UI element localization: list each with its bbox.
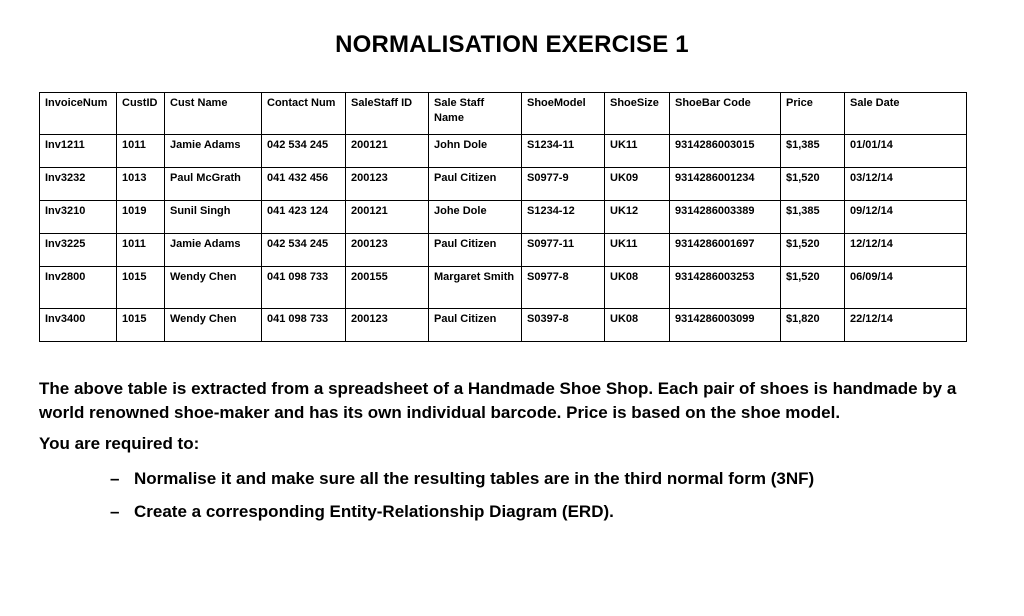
cell-sale-staff-name: Paul Citizen [429, 309, 522, 342]
cell-shoebar-code: 9314286003015 [670, 135, 781, 168]
cell-cust-name: Jamie Adams [165, 135, 262, 168]
cell-cust-name: Paul McGrath [165, 168, 262, 201]
cell-sale-date: 22/12/14 [845, 309, 967, 342]
task-item [110, 467, 814, 491]
cell-invoicenum: Inv2800 [40, 267, 117, 309]
cell-custid: 1011 [117, 234, 165, 267]
cell-contact-num: 041 432 456 [262, 168, 346, 201]
cell-invoicenum: Inv3232 [40, 168, 117, 201]
cell-sale-date: 03/12/14 [845, 168, 967, 201]
cell-price: $1,385 [781, 201, 845, 234]
header-price: Price [781, 93, 845, 135]
cell-shoesize: UK09 [605, 168, 670, 201]
table-row [40, 309, 967, 342]
header-custid: CustID [117, 93, 165, 135]
page-title: NORMALISATION EXERCISE 1 [335, 31, 689, 58]
cell-cust-name: Sunil Singh [165, 201, 262, 234]
task-item [110, 500, 614, 524]
cell-custid: 1019 [117, 201, 165, 234]
table-row [40, 267, 967, 309]
cell-shoebar-code: 9314286001234 [670, 168, 781, 201]
cell-price: $1,520 [781, 168, 845, 201]
cell-cust-name: Wendy Chen [165, 309, 262, 342]
header-sale-staff-name: Sale Staff Name [429, 93, 522, 135]
cell-contact-num: 042 534 245 [262, 234, 346, 267]
cell-sale-staff-name: Paul Citizen [429, 168, 522, 201]
cell-shoemodel: S0977-11 [522, 234, 605, 267]
sales-table [39, 92, 967, 342]
table-row [40, 234, 967, 267]
cell-sale-date: 09/12/14 [845, 201, 967, 234]
header-shoemodel: ShoeModel [522, 93, 605, 135]
cell-shoebar-code: 9314286001697 [670, 234, 781, 267]
cell-shoesize: UK12 [605, 201, 670, 234]
header-shoebar-code: ShoeBar Code [670, 93, 781, 135]
cell-shoemodel: S1234-12 [522, 201, 605, 234]
cell-shoesize: UK11 [605, 135, 670, 168]
task-text: Normalise it and make sure all the resulting tables are in the third normal form (3NF) [134, 469, 815, 488]
cell-sale-date: 06/09/14 [845, 267, 967, 309]
cell-shoebar-code: 9314286003389 [670, 201, 781, 234]
cell-price: $1,385 [781, 135, 845, 168]
cell-shoesize: UK11 [605, 234, 670, 267]
cell-sale-staff-name: Margaret Smith [429, 267, 522, 309]
cell-shoebar-code: 9314286003099 [670, 309, 781, 342]
cell-shoemodel: S0977-8 [522, 267, 605, 309]
dash-icon: – [110, 469, 120, 488]
header-contact-num: Contact Num [262, 93, 346, 135]
cell-custid: 1015 [117, 309, 165, 342]
cell-sale-date: 12/12/14 [845, 234, 967, 267]
table-row [40, 135, 967, 168]
cell-custid: 1015 [117, 267, 165, 309]
cell-salestaff-id: 200123 [346, 168, 429, 201]
cell-shoesize: UK08 [605, 267, 670, 309]
cell-sale-staff-name: Johe Dole [429, 201, 522, 234]
cell-cust-name: Jamie Adams [165, 234, 262, 267]
cell-shoemodel: S1234-11 [522, 135, 605, 168]
table-row [40, 201, 967, 234]
cell-sale-staff-name: John Dole [429, 135, 522, 168]
cell-shoebar-code: 9314286003253 [670, 267, 781, 309]
cell-salestaff-id: 200155 [346, 267, 429, 309]
cell-shoemodel: S0397-8 [522, 309, 605, 342]
header-invoicenum: InvoiceNum [40, 93, 117, 135]
cell-salestaff-id: 200123 [346, 309, 429, 342]
cell-invoicenum: Inv3225 [40, 234, 117, 267]
cell-invoicenum: Inv3210 [40, 201, 117, 234]
cell-cust-name: Wendy Chen [165, 267, 262, 309]
header-shoesize: ShoeSize [605, 93, 670, 135]
cell-custid: 1013 [117, 168, 165, 201]
cell-contact-num: 041 098 733 [262, 267, 346, 309]
cell-price: $1,520 [781, 234, 845, 267]
dash-icon: – [110, 502, 120, 521]
header-salestaff-id: SaleStaff ID [346, 93, 429, 135]
requirement-intro: You are required to: [39, 434, 200, 453]
cell-invoicenum: Inv1211 [40, 135, 117, 168]
cell-sale-staff-name: Paul Citizen [429, 234, 522, 267]
cell-shoemodel: S0977-9 [522, 168, 605, 201]
header-sale-date: Sale Date [845, 93, 967, 135]
task-text: Create a corresponding Entity-Relationship Diagram (ERD). [134, 502, 614, 521]
cell-custid: 1011 [117, 135, 165, 168]
cell-shoesize: UK08 [605, 309, 670, 342]
cell-contact-num: 041 098 733 [262, 309, 346, 342]
cell-price: $1,520 [781, 267, 845, 309]
cell-salestaff-id: 200121 [346, 135, 429, 168]
cell-sale-date: 01/01/14 [845, 135, 967, 168]
table-header-row [40, 93, 967, 135]
table-row [40, 168, 967, 201]
cell-contact-num: 042 534 245 [262, 135, 346, 168]
cell-invoicenum: Inv3400 [40, 309, 117, 342]
cell-contact-num: 041 423 124 [262, 201, 346, 234]
description-paragraph: The above table is extracted from a spreadsheet of a Handmade Shoe Shop. Each pair of shoes is handmade by a world renowned shoe-maker and has its own individual barcode. Price is based on the shoe model. [39, 379, 957, 422]
header-cust-name: Cust Name [165, 93, 262, 135]
cell-salestaff-id: 200121 [346, 201, 429, 234]
cell-price: $1,820 [781, 309, 845, 342]
cell-salestaff-id: 200123 [346, 234, 429, 267]
